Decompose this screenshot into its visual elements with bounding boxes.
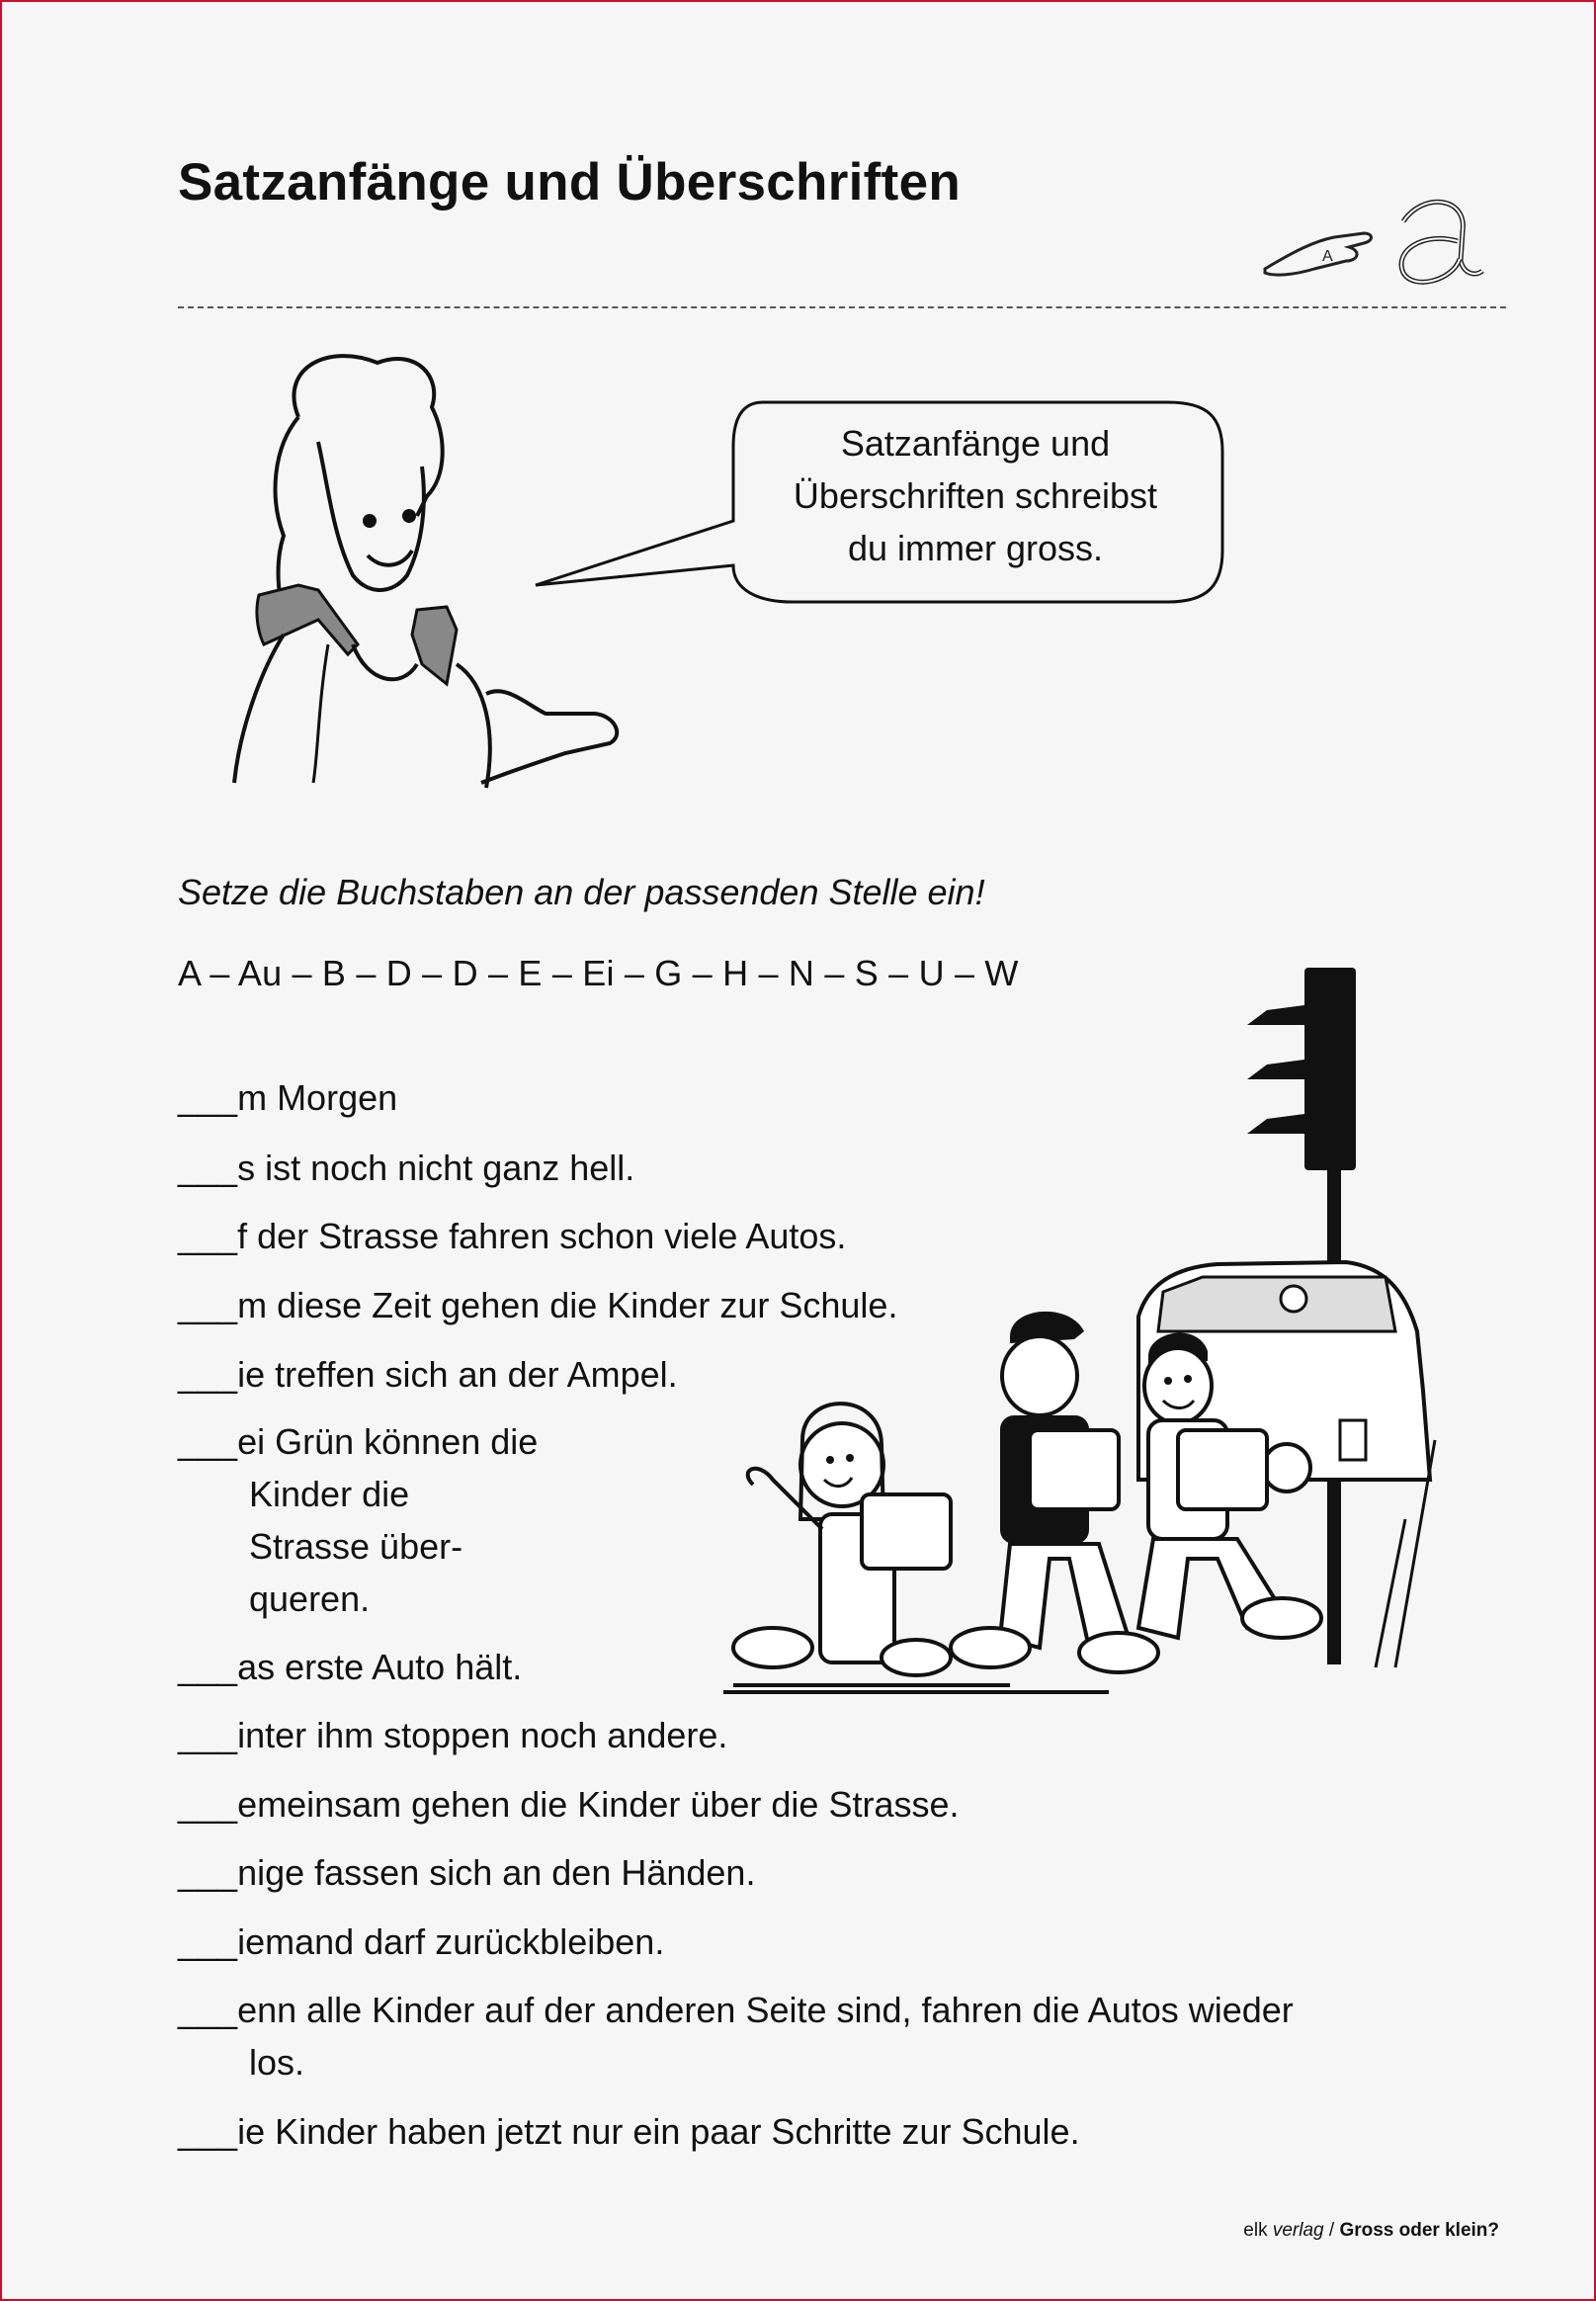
- footer-publisher: elk: [1243, 2220, 1268, 2241]
- footer-separator: /: [1328, 2220, 1335, 2241]
- sentence-10: [178, 1846, 755, 1899]
- sentence-text: queren.: [249, 1578, 371, 1619]
- sentence-text: ie Kinder haben jetzt nur ein paar Schritte zur Schule.: [237, 2111, 1080, 2152]
- blank-line[interactable]: ___: [178, 1354, 238, 1395]
- blank-line[interactable]: ___: [178, 1921, 238, 1962]
- footer-credit: [1243, 2220, 1499, 2242]
- blank-line[interactable]: ___: [178, 1421, 238, 1462]
- sentence-text: m diese Zeit gehen die Kinder zur Schule.: [237, 1285, 898, 1325]
- blank-line[interactable]: ___: [178, 1715, 238, 1755]
- crosswalk-illustration: [714, 966, 1445, 1697]
- blank-line[interactable]: ___: [178, 1990, 238, 2030]
- sentence-text: m Morgen: [237, 1077, 398, 1118]
- sentence-text: ie treffen sich an der Ampel.: [237, 1354, 678, 1395]
- speech-bubble-text: [738, 417, 1213, 574]
- sentence-text: nige fassen sich an den Händen.: [237, 1852, 756, 1893]
- sentence-5: [178, 1348, 678, 1401]
- svg-text:A: A: [1322, 248, 1333, 265]
- exercise-instruction: Setze die Buchstaben an der passenden Stelle ein!: [178, 872, 985, 912]
- blank-line[interactable]: ___: [178, 1852, 238, 1893]
- blank-line[interactable]: ___: [178, 1216, 238, 1256]
- sentence-8: [178, 1709, 727, 1761]
- header-divider: [178, 306, 1506, 308]
- hand-sign-letter-a-icon: [1255, 182, 1492, 300]
- sentence-text: Strasse über-: [249, 1526, 463, 1567]
- sentence-text: s ist noch nicht ganz hell.: [237, 1148, 635, 1188]
- blank-line[interactable]: ___: [178, 1285, 238, 1325]
- sentence-2: [178, 1142, 634, 1194]
- sentence-text: Kinder die: [249, 1474, 410, 1514]
- speech-bubble-line: du immer gross.: [847, 528, 1104, 568]
- sentence-11: [178, 1916, 664, 1968]
- sentence-1: [178, 1071, 397, 1124]
- letter-list: A – Au – B – D – D – E – Ei – G – H – N – S – U – W: [178, 953, 1019, 993]
- sentence-12: [178, 1984, 1294, 2088]
- blank-line[interactable]: ___: [178, 2111, 238, 2152]
- footer-publisher-italic: verlag: [1272, 2220, 1324, 2241]
- sentence-text: inter ihm stoppen noch andere.: [237, 1715, 728, 1755]
- sentence-text: emeinsam gehen die Kinder über die Strasse.: [237, 1784, 960, 1825]
- sentence-text: ei Grün können die: [237, 1421, 539, 1462]
- blank-line[interactable]: ___: [178, 1784, 238, 1825]
- blank-line[interactable]: ___: [178, 1077, 238, 1118]
- sentence-13: [178, 2105, 1080, 2158]
- footer-book-title: Gross oder klein?: [1339, 2220, 1499, 2241]
- blank-line[interactable]: ___: [178, 1647, 238, 1687]
- sentence-text: as erste Auto hält.: [237, 1647, 523, 1687]
- sentence-text: los.: [249, 2042, 305, 2083]
- sentence-7: [178, 1641, 522, 1693]
- blank-line[interactable]: ___: [178, 1148, 238, 1188]
- speech-bubble-line: Satzanfänge und: [840, 423, 1111, 464]
- sentence-text: iemand darf zurückbleiben.: [237, 1921, 665, 1962]
- speech-bubble-line: Überschriften schreibst: [793, 475, 1158, 516]
- sentence-text: enn alle Kinder auf der anderen Seite sind, fahren die Autos wieder: [237, 1990, 1294, 2030]
- sentence-9: [178, 1778, 960, 1831]
- sentence-text: f der Strasse fahren schon viele Autos.: [237, 1216, 847, 1256]
- page-title: Satzanfänge und Überschriften: [178, 153, 962, 212]
- sentence-6: [178, 1415, 538, 1625]
